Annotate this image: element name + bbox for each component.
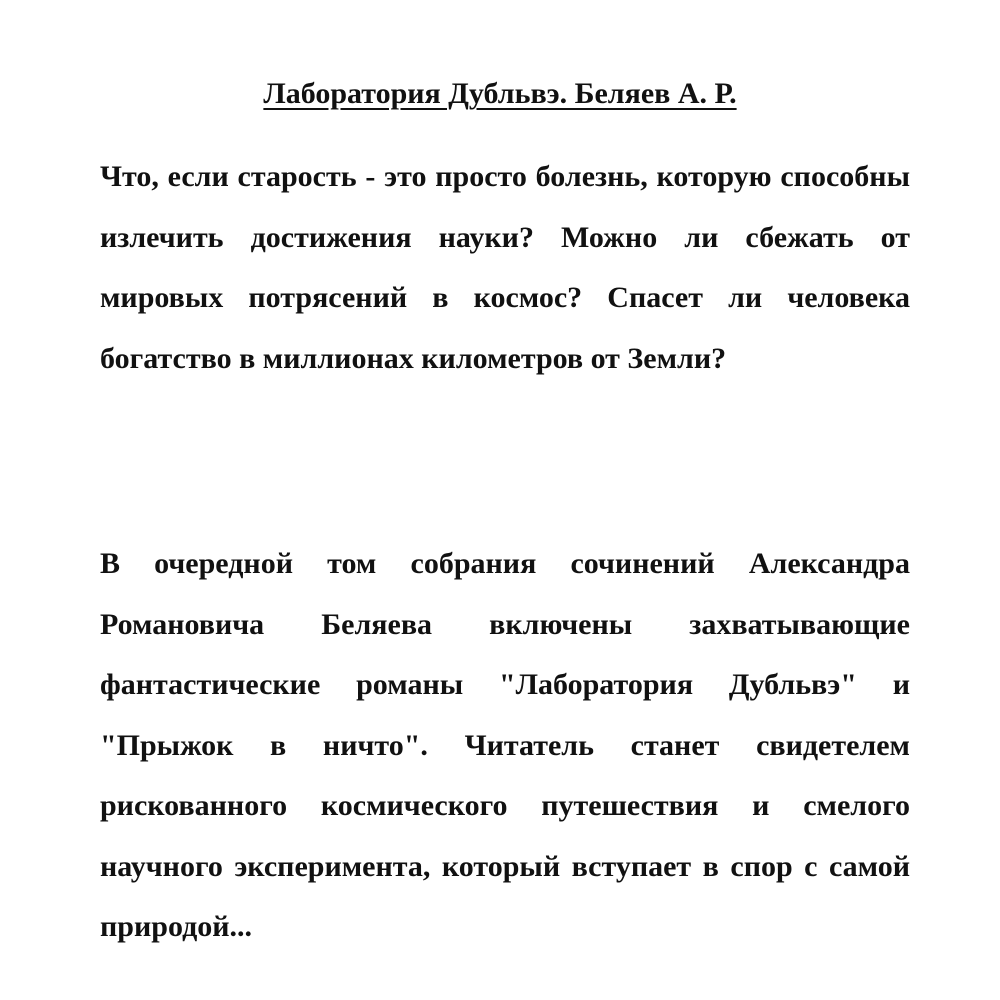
description-paragraph-2: В очередной том собрания сочинений Александра Романовича Беляева включены захватывающие фантастические романы "Лаборатория Дубльвэ" и "Прыжок в ничто". Читатель станет свидетелем рискованного космического путешествия и смелого научного эксперимента, который вступает в спор с самой природой... (100, 547, 910, 943)
description-paragraph-1: Что, если старость - это просто болезнь, которую способны излечить достижения науки? Можно ли сбежать от мировых потрясений в космос? Спасет ли человека богатство в миллионах километров от Земли? (100, 160, 910, 375)
book-title: Лаборатория Дубльвэ. Беляев А. Р. (263, 77, 737, 110)
